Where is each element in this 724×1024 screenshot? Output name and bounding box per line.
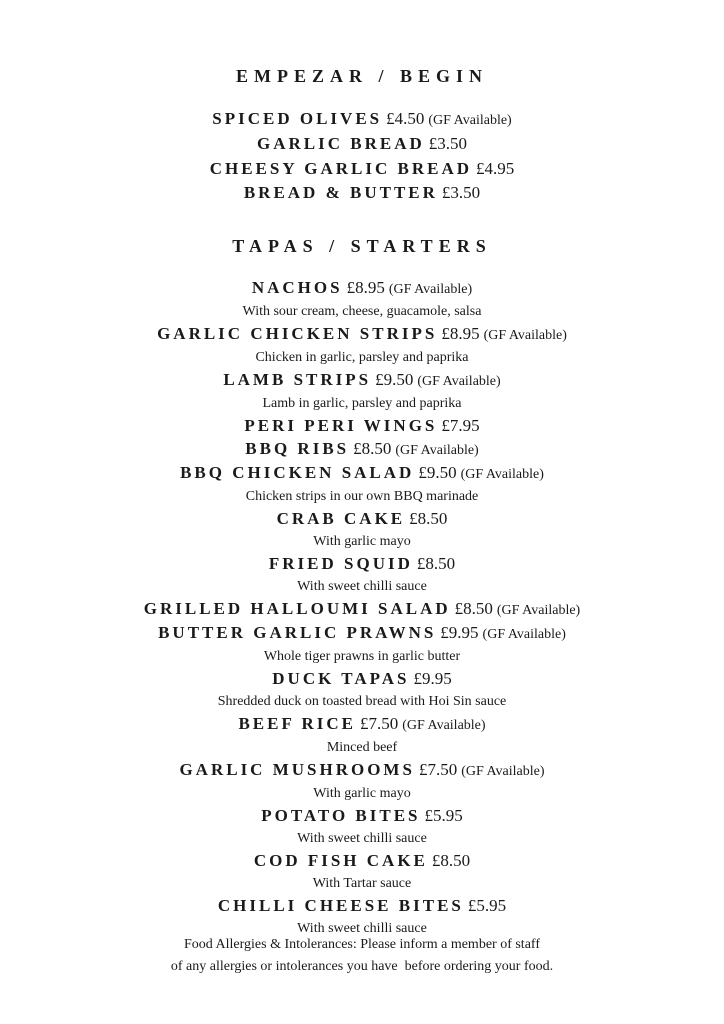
menu-item bbox=[0, 369, 724, 415]
menu-item bbox=[0, 462, 724, 508]
allergy-notice-line-2: of any allergies or intolerances you have before ordering your food. bbox=[170, 959, 554, 974]
gluten-free-note: (GF Available) bbox=[496, 603, 581, 618]
menu-item-line bbox=[0, 415, 724, 438]
menu-item bbox=[0, 277, 724, 323]
gluten-free-note: (GF Available) bbox=[483, 328, 567, 343]
gluten-free-note: (GF Available) bbox=[482, 627, 566, 642]
menu-item bbox=[0, 598, 724, 622]
menu-item-description: Chicken strips in our own BBQ marinade bbox=[245, 489, 479, 504]
menu-item-name: POTATO BITES bbox=[261, 806, 421, 825]
menu-item-price: £8.50 bbox=[454, 599, 493, 618]
menu-item-price: £3.50 bbox=[428, 134, 468, 154]
menu-item-description: Minced beef bbox=[326, 740, 398, 755]
menu-item bbox=[0, 622, 724, 668]
menu-item-name: GARLIC CHICKEN STRIPS bbox=[157, 324, 438, 343]
menu-item bbox=[0, 668, 724, 713]
menu-item-price: £9.95 bbox=[413, 669, 452, 688]
menu-item-price: £8.50 bbox=[353, 439, 392, 458]
gluten-free-note: (GF Available) bbox=[461, 764, 545, 779]
menu-item-name: BUTTER GARLIC PRAWNS bbox=[158, 623, 437, 642]
menu-item-description: With garlic mayo bbox=[313, 534, 411, 549]
allergy-notice-line-1: Food Allergies & Intolerances: Please inform a member of staff bbox=[183, 937, 540, 952]
menu-item bbox=[0, 132, 724, 156]
menu-item bbox=[0, 713, 724, 759]
menu-item-price: £4.50 bbox=[386, 109, 425, 128]
menu-item-line bbox=[0, 508, 724, 531]
menu-item-description: Chicken in garlic, parsley and paprika bbox=[255, 350, 469, 365]
section-title-tapas: TAPAS / STARTERS bbox=[232, 236, 492, 256]
menu-item-price: £8.50 bbox=[431, 851, 471, 870]
menu-item-line bbox=[0, 107, 724, 132]
menu-item-price: £7.50 bbox=[359, 714, 399, 733]
menu-item bbox=[0, 850, 724, 895]
menu-item-line bbox=[0, 668, 724, 691]
tapas-item-list bbox=[0, 277, 724, 940]
gluten-free-note: (GF Available) bbox=[402, 718, 486, 733]
menu-item-name: CHILLI CHEESE BITES bbox=[217, 896, 464, 915]
menu-item-line bbox=[0, 277, 724, 301]
gluten-free-note: (GF Available) bbox=[388, 282, 473, 297]
menu-item-line bbox=[0, 462, 724, 486]
menu-item-name: GRILLED HALLOUMI SALAD bbox=[143, 599, 451, 618]
menu-item-name: BBQ CHICKEN SALAD bbox=[180, 463, 415, 482]
menu-item-description: Whole tiger prawns in garlic butter bbox=[263, 649, 461, 664]
section-tapas bbox=[0, 234, 724, 940]
menu-item-line bbox=[0, 181, 724, 205]
menu-item bbox=[0, 438, 724, 462]
menu-item-name: BEEF RICE bbox=[238, 714, 356, 733]
menu-item-description: With sweet chilli sauce bbox=[297, 831, 427, 846]
menu-item-name: BBQ RIBS bbox=[245, 439, 350, 458]
menu-item-description: Lamb in garlic, parsley and paprika bbox=[262, 396, 462, 411]
menu-item-name: COD FISH CAKE bbox=[253, 851, 428, 870]
menu-item-line bbox=[0, 132, 724, 156]
menu-item bbox=[0, 107, 724, 132]
menu-item-line bbox=[0, 323, 724, 347]
menu-item-price: £8.50 bbox=[409, 509, 448, 528]
menu-item bbox=[0, 553, 724, 598]
menu-item-line bbox=[0, 369, 724, 393]
menu-item bbox=[0, 759, 724, 805]
menu-item-line bbox=[0, 553, 724, 576]
menu-item-line bbox=[0, 895, 724, 918]
menu-item-name: CRAB CAKE bbox=[276, 509, 406, 528]
menu-item-price: £9.50 bbox=[418, 463, 457, 482]
gluten-free-note: (GF Available) bbox=[395, 443, 479, 458]
menu-item-name: GARLIC BREAD bbox=[256, 134, 425, 154]
menu-item bbox=[0, 805, 724, 850]
menu-item-price: £5.95 bbox=[467, 896, 507, 915]
menu-item-line bbox=[0, 598, 724, 622]
menu-item-price: £5.95 bbox=[424, 806, 463, 825]
menu-item-price: £8.50 bbox=[416, 554, 456, 573]
menu-item-name: LAMB STRIPS bbox=[223, 370, 372, 389]
menu-item-line bbox=[0, 157, 724, 181]
menu-item-line bbox=[0, 850, 724, 873]
menu-item-line bbox=[0, 805, 724, 828]
section-begin bbox=[0, 64, 724, 205]
begin-item-list bbox=[0, 107, 724, 205]
section-title-begin: EMPEZAR / BEGIN bbox=[235, 66, 489, 86]
menu-item-description: With sweet chilli sauce bbox=[297, 579, 427, 594]
gluten-free-note: (GF Available) bbox=[460, 467, 544, 482]
menu-item-name: NACHOS bbox=[251, 278, 343, 297]
menu-item-name: GARLIC MUSHROOMS bbox=[179, 760, 415, 779]
menu-item-name: SPICED OLIVES bbox=[212, 109, 383, 128]
menu-item-line bbox=[0, 438, 724, 462]
menu-item-price: £7.50 bbox=[418, 760, 458, 779]
menu-item bbox=[0, 508, 724, 553]
gluten-free-note: (GF Available) bbox=[417, 374, 501, 389]
allergy-notice bbox=[0, 934, 724, 978]
menu-item-name: FRIED SQUID bbox=[268, 554, 413, 573]
menu-item-price: £7.95 bbox=[441, 416, 480, 435]
menu-item-price: £4.95 bbox=[476, 158, 515, 178]
menu-item-description: With Tartar sauce bbox=[312, 876, 412, 891]
menu-item-description: With sweet chilli sauce bbox=[297, 921, 427, 936]
menu-item bbox=[0, 157, 724, 181]
menu-item-line bbox=[0, 759, 724, 783]
menu-item-price: £9.95 bbox=[440, 623, 479, 642]
menu-item-line bbox=[0, 713, 724, 737]
menu-item bbox=[0, 323, 724, 369]
menu-item-description: With sour cream, cheese, guacamole, salsa bbox=[242, 304, 482, 319]
menu-item-name: PERI PERI WINGS bbox=[244, 416, 438, 435]
menu-item-price: £8.95 bbox=[441, 324, 480, 343]
menu-item-name: BREAD & BUTTER bbox=[243, 182, 438, 202]
menu-item-name: DUCK TAPAS bbox=[272, 669, 410, 688]
menu-item-description: Shredded duck on toasted bread with Hoi Sin sauce bbox=[217, 694, 507, 709]
menu-item-price: £3.50 bbox=[441, 182, 481, 202]
menu-item-price: £8.95 bbox=[346, 278, 385, 297]
gluten-free-note: (GF Available) bbox=[428, 113, 512, 128]
menu-item bbox=[0, 415, 724, 438]
menu-item-name: CHEESY GARLIC BREAD bbox=[209, 158, 473, 178]
menu-item bbox=[0, 181, 724, 205]
menu-item-line bbox=[0, 622, 724, 646]
menu-item-price: £9.50 bbox=[375, 370, 414, 389]
menu-item-description: With garlic mayo bbox=[313, 786, 411, 801]
